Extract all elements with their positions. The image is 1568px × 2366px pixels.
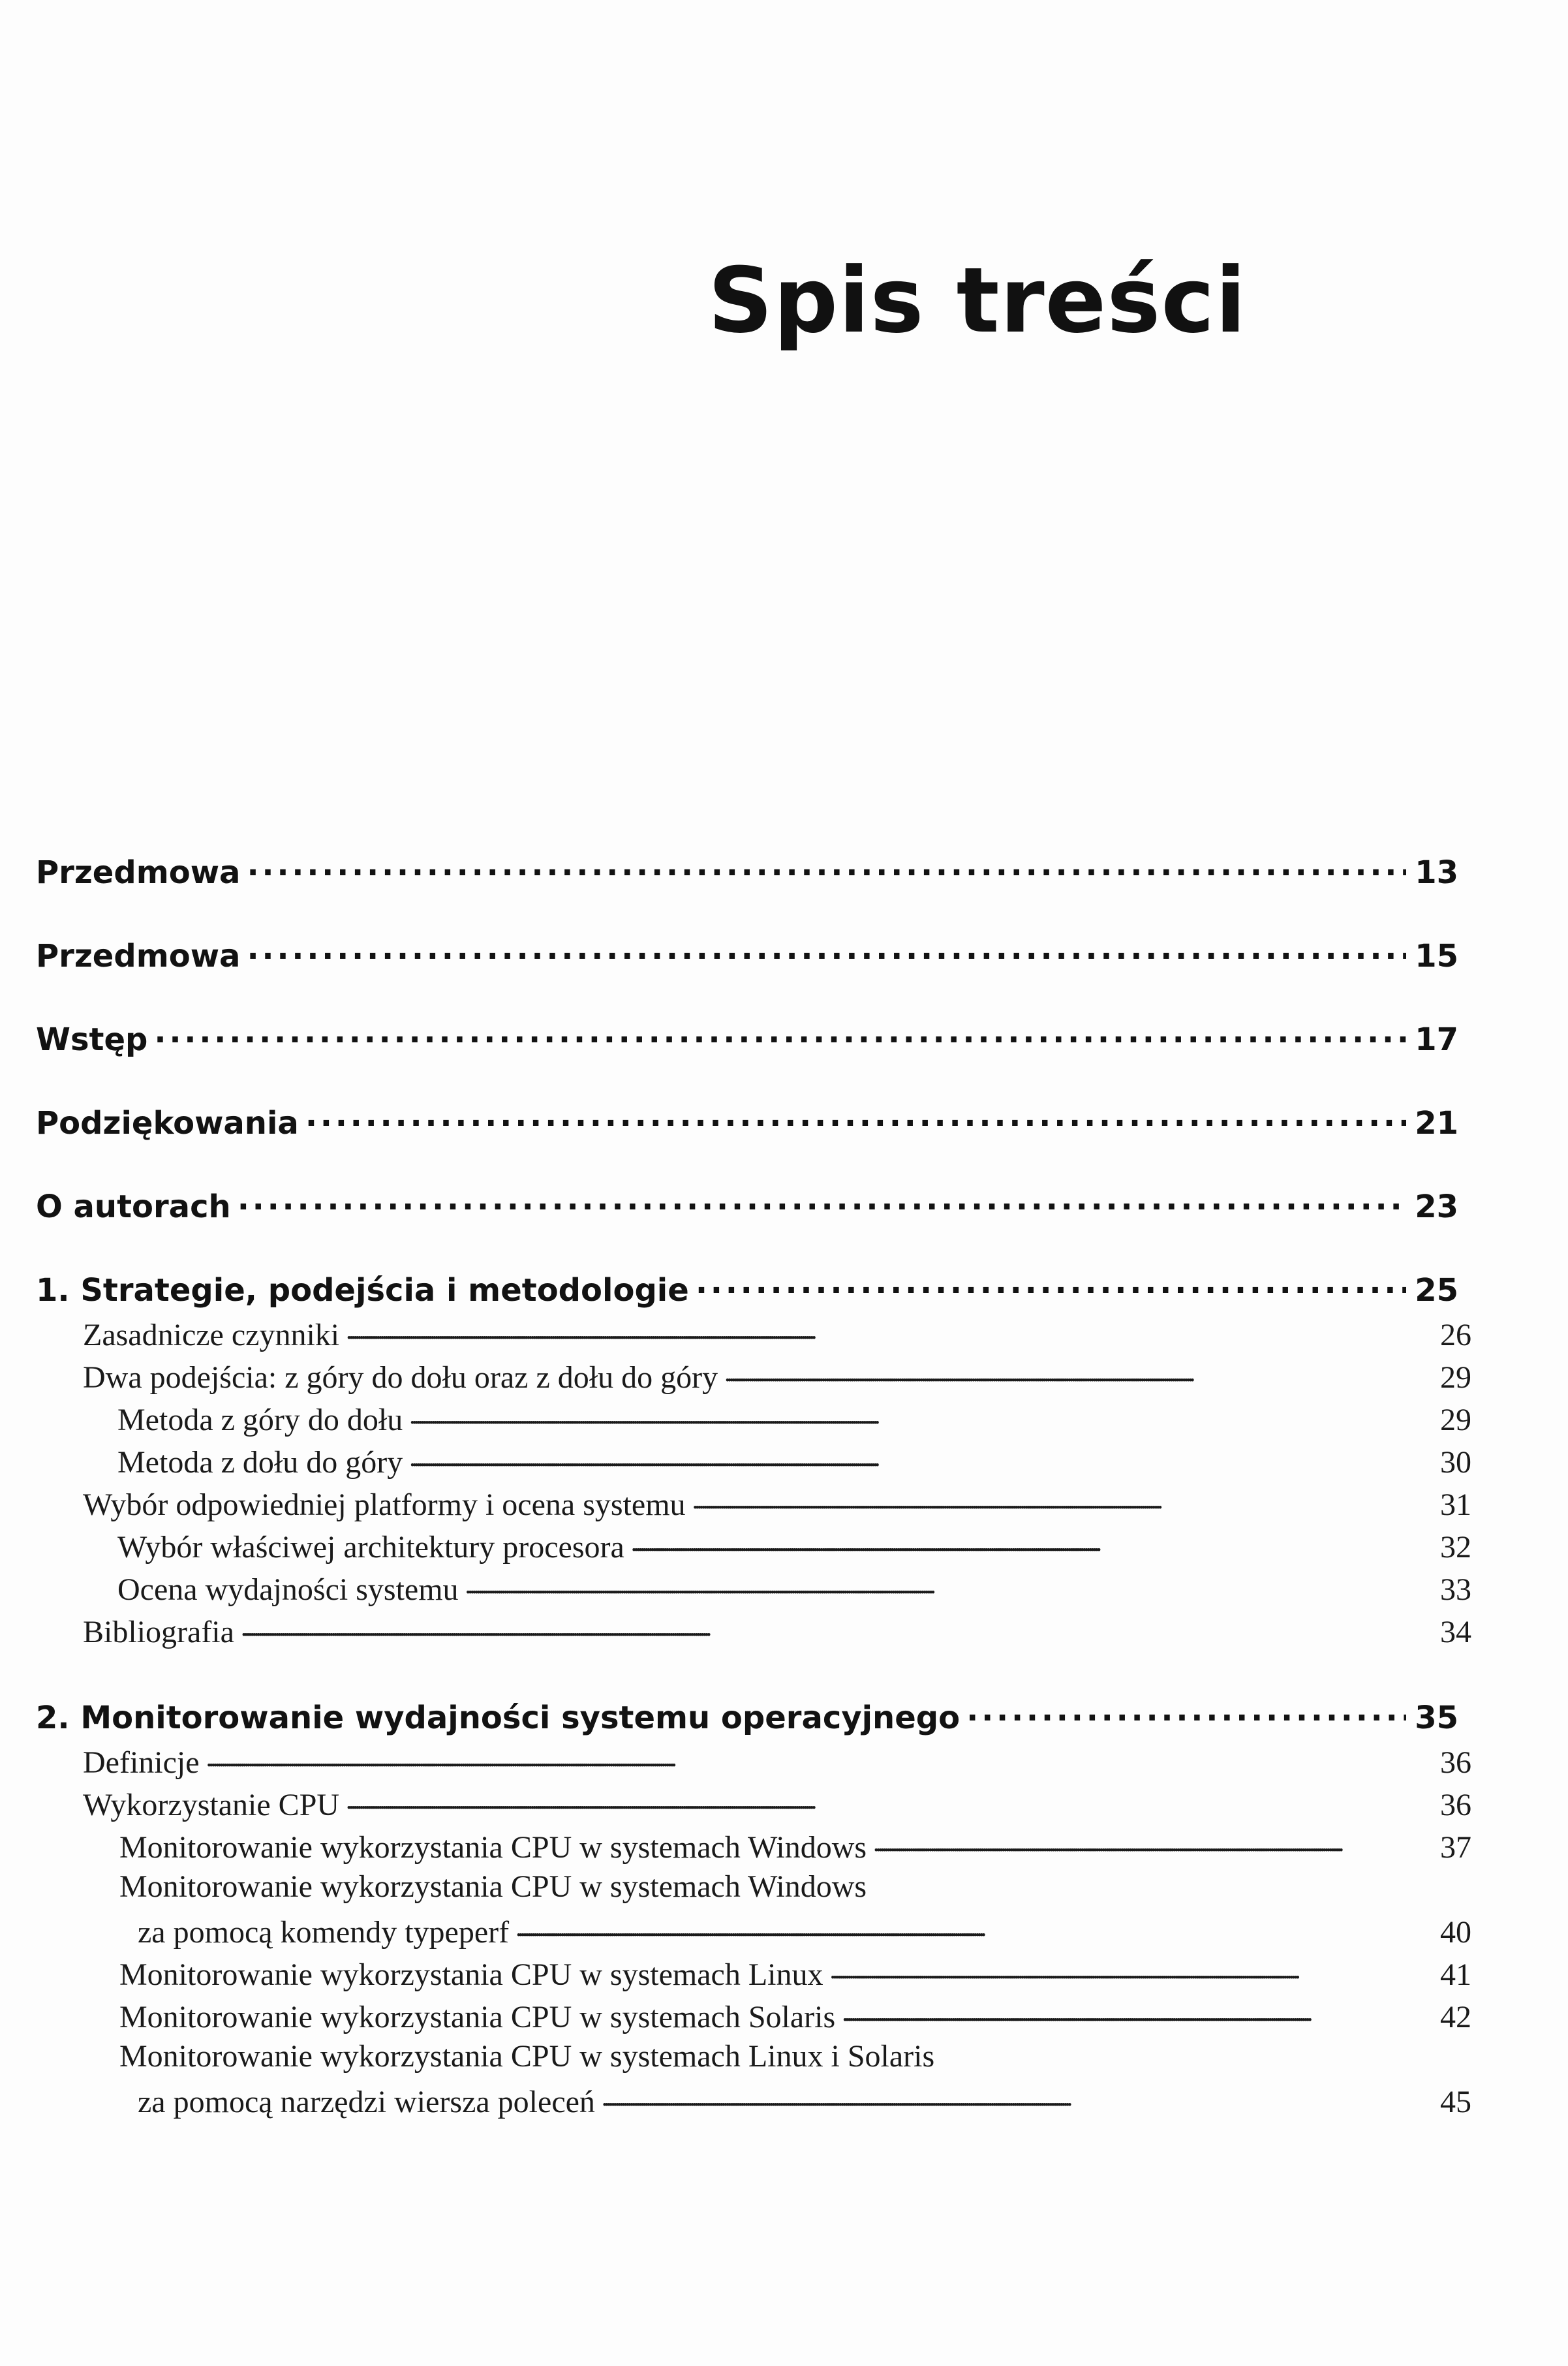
dot-leader (247, 935, 1406, 967)
toc-subsection-continuation (138, 1911, 1471, 1950)
toc-entry-title: Bibliografia (83, 1615, 234, 1649)
toc-entry-page: 13 (1415, 854, 1458, 891)
toc-entry-title: Monitorowanie wykorzystania CPU w systemach Solaris (119, 2000, 836, 2034)
toc-entry-page: 17 (1415, 1021, 1458, 1058)
toc-entry-title: Wybór odpowiedniej platformy i ocena systemu (83, 1487, 686, 1522)
toc-chapter-1 (36, 1269, 1458, 1309)
toc-subsection (119, 1954, 1471, 1993)
toc-entry-page: 34 (1440, 1615, 1471, 1649)
dot-leader (241, 1611, 1427, 1642)
toc-section (83, 1611, 1471, 1650)
toc-entry-page: 26 (1440, 1318, 1471, 1352)
toc-entry-page: 36 (1440, 1788, 1471, 1822)
toc-entry-title: 1. Strategie, podejścia i metodologie (36, 1272, 689, 1309)
toc-entry-wstep (36, 1019, 1458, 1058)
dot-leader (724, 1356, 1427, 1388)
dot-leader (409, 1399, 1427, 1430)
toc-entry-title: Metoda z góry do dołu (117, 1403, 403, 1437)
toc-entry-page: 40 (1440, 1915, 1471, 1950)
dot-leader (830, 1954, 1428, 1985)
toc-entry-title: Podziękowania (36, 1105, 299, 1142)
dot-leader (154, 1019, 1406, 1050)
toc-subsection (117, 1441, 1471, 1480)
toc-entry-title: za pomocą narzędzi wiersza poleceń (138, 2085, 595, 2119)
toc-section (83, 1356, 1471, 1395)
toc-entry-page: 23 (1415, 1189, 1458, 1225)
toc-section (83, 1741, 1471, 1781)
toc-entry-title: Wstęp (36, 1021, 148, 1058)
toc-subsection (117, 1526, 1471, 1565)
toc-entry-title: Monitorowanie wykorzystania CPU w systemach Windows (119, 1830, 867, 1865)
dot-leader (515, 1911, 1427, 1942)
toc-chapter-2 (36, 1697, 1458, 1736)
toc-entry-title: Ocena wydajności systemu (117, 1572, 459, 1607)
dot-leader (346, 1314, 1427, 1345)
toc-entry-title: Wybór właściwej architektury procesora (117, 1530, 624, 1564)
dot-leader (873, 1826, 1427, 1858)
toc-entry-page: 45 (1440, 2085, 1471, 2119)
toc-section (83, 1784, 1471, 1823)
toc-entry-page: 33 (1440, 1572, 1471, 1607)
dot-leader (966, 1697, 1406, 1728)
dot-leader (842, 1996, 1427, 2027)
dot-leader (631, 1526, 1427, 1557)
toc-subsection (119, 1996, 1471, 2035)
toc-entry-title: Wykorzystanie CPU (83, 1788, 340, 1822)
dot-leader (602, 2081, 1427, 2112)
toc-subsection-continuation (138, 2081, 1471, 2120)
toc-subsection (117, 1399, 1471, 1438)
toc-entry-title: O autorach (36, 1189, 231, 1225)
toc-entry-podziekowania (36, 1102, 1458, 1142)
toc-subsection-first-line: Monitorowanie wykorzystania CPU w systemach Linux i Solaris (119, 2039, 935, 2074)
toc-entry-title: Monitorowanie wykorzystania CPU w systemach Linux (119, 1957, 823, 1992)
toc-entry-page: 29 (1440, 1403, 1471, 1437)
dot-leader (238, 1186, 1406, 1217)
toc-entry-page: 35 (1415, 1700, 1458, 1736)
toc-entry-page: 15 (1415, 938, 1458, 974)
toc-entry-page: 21 (1415, 1105, 1458, 1142)
toc-subsection (119, 1826, 1471, 1865)
toc-entry-page: 30 (1440, 1445, 1471, 1480)
toc-entry-przedmowa-1 (36, 852, 1458, 891)
toc-entry-title: Zasadnicze czynniki (83, 1318, 340, 1352)
dot-leader (206, 1741, 1427, 1773)
toc-section (83, 1314, 1471, 1353)
toc-entry-title: Przedmowa (36, 854, 241, 891)
dot-leader (305, 1102, 1406, 1134)
toc-entry-page: 36 (1440, 1745, 1471, 1780)
dot-leader (465, 1568, 1427, 1600)
toc-entry-page: 32 (1440, 1530, 1471, 1564)
toc-entry-title: Metoda z dołu do góry (117, 1445, 403, 1480)
dot-leader (346, 1784, 1427, 1815)
toc-entry-page: 31 (1440, 1487, 1471, 1522)
toc-entry-przedmowa-2 (36, 935, 1458, 974)
dot-leader (247, 852, 1406, 883)
toc-entry-title: Dwa podejścia: z góry do dołu oraz z dołu do góry (83, 1360, 718, 1395)
toc-entry-o-autorach (36, 1186, 1458, 1225)
dot-leader (409, 1441, 1427, 1472)
toc-entry-page: 29 (1440, 1360, 1471, 1395)
toc-entry-title: za pomocą komendy typeperf (138, 1915, 510, 1950)
toc-section (83, 1484, 1471, 1523)
toc-entry-page: 37 (1440, 1830, 1471, 1865)
toc-entry-title: Definicje (83, 1745, 200, 1780)
page-title: Spis treści (708, 248, 1247, 353)
toc-entry-title: Przedmowa (36, 938, 241, 974)
toc-entry-page: 42 (1440, 2000, 1471, 2034)
toc-entry-title: 2. Monitorowanie wydajności systemu operacyjnego (36, 1700, 961, 1736)
toc-entry-page: 41 (1440, 1957, 1471, 1992)
toc-subsection (117, 1568, 1471, 1608)
dot-leader (696, 1269, 1406, 1301)
toc-entry-page: 25 (1415, 1272, 1458, 1309)
toc-subsection-first-line: Monitorowanie wykorzystania CPU w systemach Windows (119, 1869, 867, 1904)
dot-leader (692, 1484, 1427, 1515)
